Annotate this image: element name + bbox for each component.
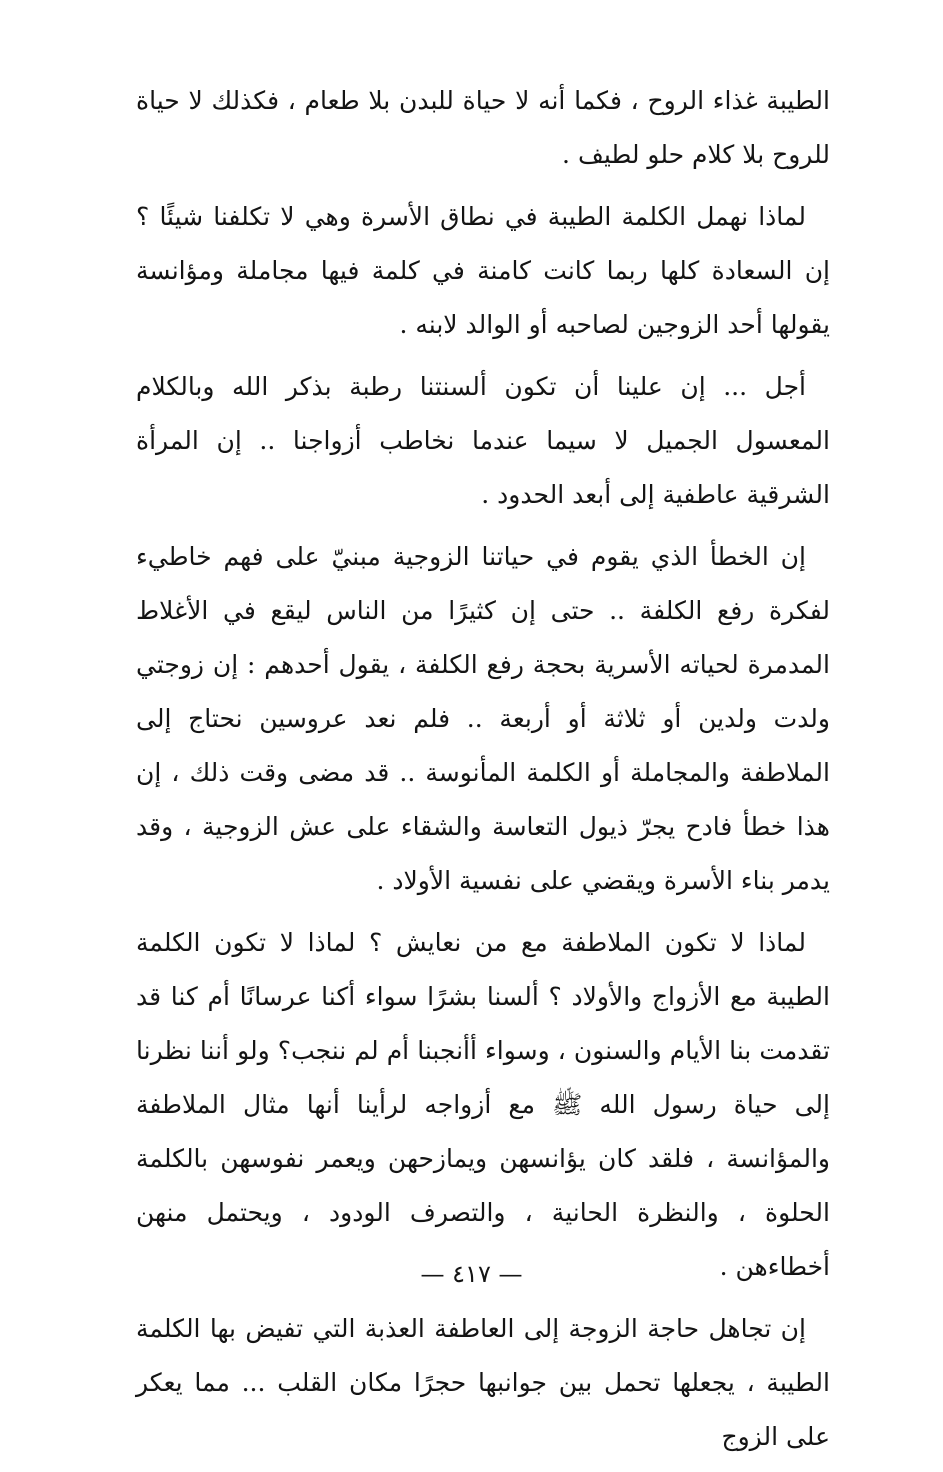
paragraph-4: إن الخطأ الذي يقوم في حياتنا الزوجية مبنيّ على فهم خاطيء لفكرة رفع الكلفة .. حتى إن كثيرًا من الناس ليقع في الأغلاط المدمرة لحياته الأسرية بحجة رفع الكلفة ، يقول أحدهم : إن زوجتي ولدت ولدين أو ثلاثة أو أربعة .. فلم نعد عروسين نحتاج إلى الملاطفة والمجاملة أو الكلمة المأنوسة .. قد مضى وقت ذلك ، إن هذا خطأ فادح يجرّ ذيول التعاسة والشقاء على عش الزوجية ، وقد يدمر بناء الأسرة ويقضي على نفسية الأولاد . [136,542,830,895]
paragraph-3: أجل ... إن علينا أن تكون ألسنتنا رطبة بذكر الله وبالكلام المعسول الجميل لا سيما عندما نخاطب أزواجنا .. إن المرأة الشرقية عاطفية إلى أبعد الحدود . [136,372,830,509]
paragraph-6: إن تجاهل حاجة الزوجة إلى العاطفة العذبة التي تفيض بها الكلمة الطيبة ، يجعلها تحمل بين جوانبها حجرًا مكان القلب ... مما يعكر على الزوج [136,1314,830,1451]
paragraph-2: لماذا نهمل الكلمة الطيبة في نطاق الأسرة وهي لا تكلفنا شيئًا ؟ إن السعادة كلها ربما كانت كامنة في كلمة فيها مجاملة ومؤانسة يقولها أحد الزوجين لصاحبه أو الوالد لابنه . [136,202,830,339]
paragraph-5: لماذا لا تكون الملاطفة مع من نعايش ؟ لماذا لا تكون الكلمة الطيبة مع الأزواج والأولاد ؟ ألسنا بشرًا سواء أكنا عرسانًا أم كنا قد تقدمت بنا الأيام والسنون ، وسواء أأنجبنا أم لم ننجب؟ ولو أننا نظرنا إلى حياة رسول الله ﷺ مع أزواجه لرأينا أنها مثال الملاطفة والمؤانسة ، فلقد كان يؤانسهن ويمازحهن ويعمر نفوسهن بالكلمة الحلوة ، والنظرة الحانية ، والتصرف الودود ، ويحتمل منهن أخطاءهن . [136,928,830,1281]
paragraph-1: الطيبة غذاء الروح ، فكما أنه لا حياة للبدن بلا طعام ، فكذلك لا حياة للروح بلا كلام حلو لطيف . [136,86,830,169]
page-number: — ٤١٧ — [420,1260,523,1288]
